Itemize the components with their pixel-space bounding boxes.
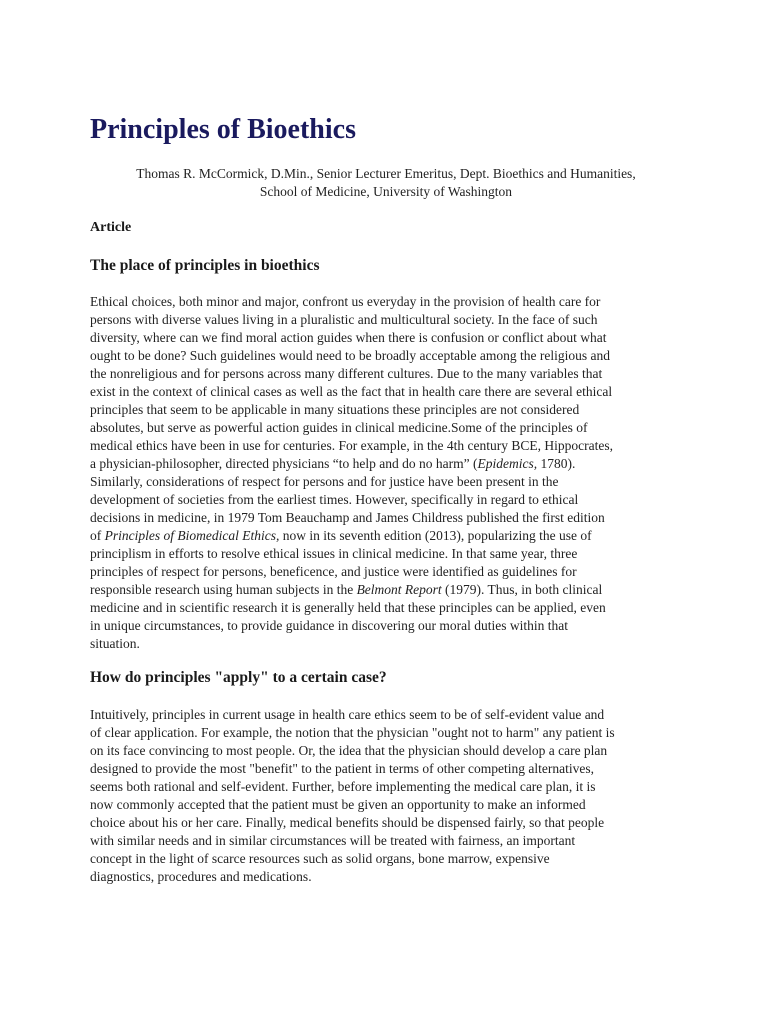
citation-title: Principles of Biomedical Ethics, — [104, 528, 280, 543]
paragraph-line: ought to be done? Such guidelines would need to be broadly acceptable among the religious and — [90, 348, 610, 363]
paragraph-line — [90, 581, 682, 599]
text-run: (1979). Thus, in both clinical — [441, 582, 603, 597]
text-run: now in its seventh edition (2013), popularizing the use of — [279, 528, 592, 543]
paragraph-line: principlism in efforts to resolve ethical issues in clinical medicine. In that same year, three — [90, 546, 578, 561]
paragraph-line — [90, 455, 682, 473]
paragraph-line: exist in the context of clinical cases as well as the fact that in health care there are several ethical — [90, 384, 613, 399]
paragraph-line: diagnostics, procedures and medications. — [90, 869, 312, 884]
byline-line: School of Medicine, University of Washington — [259, 184, 513, 199]
paragraph-line: development of societies from the earliest times. However, specifically in regard to ethical — [90, 492, 579, 507]
paragraph-line: designed to provide the most "benefit" to the patient in terms of other competing alternatives, — [90, 761, 595, 776]
paragraph-line: Ethical choices, both minor and major, confront us everyday in the provision of health care for — [90, 294, 601, 309]
paragraph-line — [90, 527, 682, 545]
section-heading: How do principles "apply" to a certain case? — [90, 669, 387, 686]
paragraph-line: the nonreligious and for persons across many different cultures. Due to the many variables that — [90, 366, 603, 381]
paragraph-line: of clear application. For example, the notion that the physician "ought not to harm" any patient is — [90, 725, 615, 740]
paragraph-line: with similar needs and in similar circumstances will be treated with fairness, an important — [90, 833, 576, 848]
article-label: Article — [90, 220, 132, 235]
paragraph-line: principles of respect for persons, beneficence, and justice were identified as guidelines for — [90, 564, 577, 579]
text-run: responsible research using human subjects in the — [90, 582, 357, 597]
paragraph — [90, 706, 682, 886]
paragraph-line: Intuitively, principles in current usage in health care ethics seem to be of self-evident value and — [90, 707, 605, 722]
section-heading: The place of principles in bioethics — [90, 257, 320, 274]
paragraph-line: medicine and in scientific research it is generally held that these principles can be applied, even — [90, 600, 606, 615]
text-run: of — [90, 528, 105, 543]
page-title: Principles of Bioethics — [90, 114, 356, 145]
citation-title: Epidemics, — [477, 456, 538, 471]
citation-title: Belmont Report — [356, 582, 442, 597]
paragraph-line: choice about his or her care. Finally, medical benefits should be dispensed fairly, so that people — [90, 815, 605, 830]
paragraph-line: diversity, where can we find moral action guides when there is confusion or conflict about what — [90, 330, 607, 345]
paragraph-line: absolutes, but serve as powerful action guides in clinical medicine.Some of the principles of — [90, 420, 588, 435]
paragraph-line: Similarly, considerations of respect for persons and for justice have been present in the — [90, 474, 559, 489]
paragraph-line: now commonly accepted that the patient must be given an opportunity to make an informed — [90, 797, 586, 812]
paragraph-line: persons with diverse values living in a pluralistic and multicultural society. In the face of such — [90, 312, 598, 327]
paragraph — [90, 293, 682, 653]
paragraph-line: in unique circumstances, to provide guidance in discovering our moral duties within that — [90, 618, 569, 633]
paragraph-line: on its face convincing to most people. Or, the idea that the physician should develop a care plan — [90, 743, 608, 758]
author-byline — [90, 165, 682, 201]
paragraph-line: concept in the light of scarce resources such as solid organs, bone marrow, expensive — [90, 851, 550, 866]
text-run: 1780). — [537, 456, 576, 471]
paragraph-line: principles that seem to be applicable in many situations these principles are not considered — [90, 402, 580, 417]
text-run: a physician-philosopher, directed physicians “to help and do no harm” ( — [90, 456, 478, 471]
paragraph-line: medical ethics have been in use for centuries. For example, in the 4th century BCE, Hippocrates, — [90, 438, 613, 453]
paragraph-line: decisions in medicine, in 1979 Tom Beauchamp and James Childress published the first edition — [90, 510, 605, 525]
paragraph-line: seems both rational and self-evident. Further, before implementing the medical care plan, it is — [90, 779, 596, 794]
paragraph-line: situation. — [90, 636, 140, 651]
byline-line: Thomas R. McCormick, D.Min., Senior Lecturer Emeritus, Dept. Bioethics and Humanities, — [136, 166, 636, 181]
